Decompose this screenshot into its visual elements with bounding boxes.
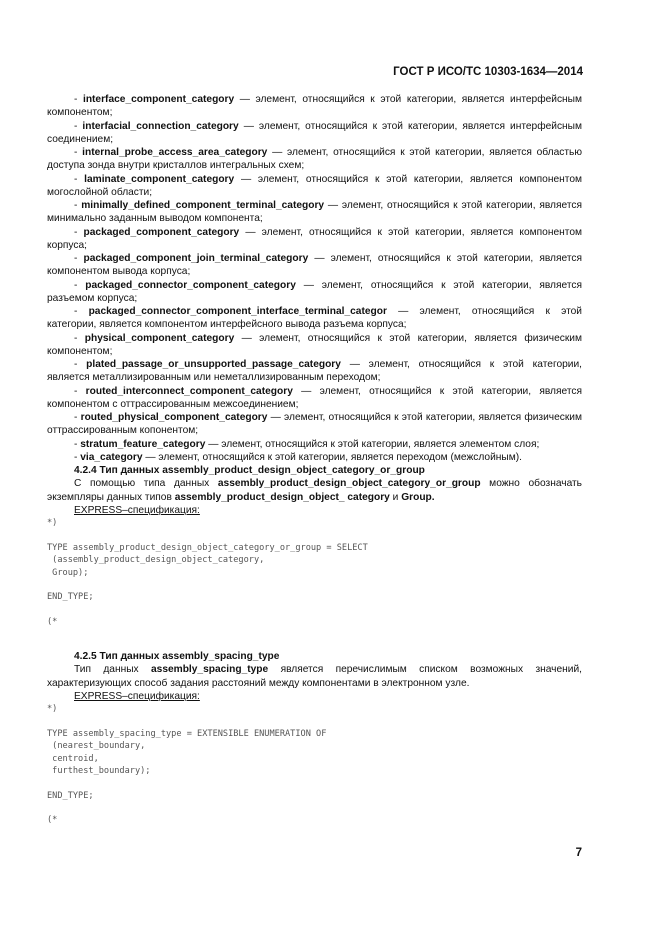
page-number: 7: [575, 847, 582, 859]
document-header: ГОСТ Р ИСО/ТС 10303-1634—2014: [393, 66, 583, 78]
category-description: — элемент, относящийся к этой категории, является переходом (межслойным).: [142, 451, 522, 463]
list-item: - packaged_component_category — элемент, относящийся к этой категории, является компонентом корпуса;: [47, 226, 582, 251]
category-term: interface_component_category: [82, 94, 235, 105]
category-description: — элемент, относящийся к этой категории, является компонентом с оттрассированным межсоединением;: [47, 385, 582, 410]
category-description: — элемент, относящийся к этой категории, является интерфейсным компонентом;: [47, 94, 582, 119]
list-item: - internal_probe_access_area_category — элемент, относящийся к этой категории, является областью доступа зонда внутри кристаллов интегральных схем;: [47, 147, 582, 172]
category-description: — элемент, относящийся к этой категории, является интерфейсным соединением;: [47, 120, 582, 145]
list-item: - routed_physical_component_category — элемент, относящийся к этой категории, является физическим оттрассированным копонентом;: [47, 412, 582, 437]
list-item: - minimally_defined_component_terminal_category — элемент, относящийся к этой категории, является минимально заданным выводом компонента;: [47, 200, 582, 225]
list-item: - plated_passage_or_unsupported_passage_category — элемент, относящийся к этой категории, является металлизированным или неметаллизированным переходом;: [47, 359, 582, 384]
code-type-declaration: TYPE assembly_product_design_object_category_or_group = SELECT (assembly_product_design_object_category, Group);: [47, 542, 368, 578]
category-term: packaged_component_category: [83, 226, 240, 238]
section-4-2-5-paragraph: Тип данных assembly_spacing_type является перечислимым списком возможных значений, характеризующих способ задания расстояний между компонентами в электронном узле.: [47, 664, 582, 689]
category-description: — элемент, относящийся к этой категории, является областью доступа зонда внутри кристаллов интегральных схем;: [47, 147, 582, 172]
category-term: via_category: [80, 451, 143, 463]
section-heading-4-2-4: 4.2.4 Тип данных assembly_product_design_object_category_or_group: [74, 465, 425, 476]
list-item: - physical_component_category — элемент, относящийся к этой категории, является физическим компонентом;: [47, 332, 582, 357]
category-description: — элемент, относящийся к этой категории, является металлизированным или неметаллизированным переходом;: [47, 359, 582, 384]
list-item: - packaged_connector_component_interface_terminal_categor — элемент, относящийся к этой категории, является компонентом интерфейсного вывода разъема корпуса;: [47, 306, 582, 331]
type-ref: Group.: [401, 491, 435, 503]
category-term: stratum_feature_category: [80, 438, 206, 450]
category-list: [47, 93, 582, 464]
list-item: - interface_component_category — элемент, относящийся к этой категории, является интерфейсным компонентом;: [47, 94, 582, 119]
code-type-declaration: TYPE assembly_spacing_type = EXTENSIBLE ENUMERATION OF (nearest_boundary, centroid, furthest_boundary);: [47, 728, 327, 776]
category-description: — элемент, относящийся к этой категории, является элементом слоя;: [205, 438, 540, 450]
category-term: routed_physical_component_category: [80, 412, 268, 423]
category-description: — элемент, относящийся к этой категории, является разъемом корпуса;: [47, 279, 582, 304]
category-term: laminate_component_category: [84, 173, 235, 185]
type-ref: assembly_product_design_object_ category: [174, 491, 390, 503]
list-item: - packaged_component_join_terminal_category — элемент, относящийся к этой категории, является компонентом вывода корпуса;: [47, 253, 582, 278]
category-term: packaged_connector_component_interface_terminal_categor: [88, 306, 387, 317]
list-item: - interfacial_connection_category — элемент, относящийся к этой категории, является интерфейсным соединением;: [47, 120, 582, 145]
category-description: — элемент, относящийся к этой категории, является физическим оттрассированным копонентом;: [47, 412, 582, 437]
category-description: — элемент, относящийся к этой категории, является физическим компонентом;: [47, 332, 582, 357]
list-item: - routed_interconnect_component_category — элемент, относящийся к этой категории, является компонентом с оттрассированным межсоединением;: [47, 385, 582, 410]
express-spec-label: EXPRESS–спецификация:: [74, 690, 200, 702]
category-term: plated_passage_or_unsupported_passage_category: [86, 359, 341, 370]
list-item: - stratum_feature_category — элемент, относящийся к этой категории, является элементом слоя;: [74, 438, 540, 450]
code-comment-close: (*: [47, 616, 58, 627]
category-description: — элемент, относящийся к этой категории, является минимально заданным выводом компонента;: [47, 200, 582, 225]
category-term: routed_interconnect_component_category: [85, 385, 293, 397]
document-body: [47, 93, 582, 827]
list-item: - via_category — элемент, относящийся к этой категории, является переходом (межслойным).: [74, 451, 522, 463]
code-comment-open: *): [47, 704, 58, 714]
code-comment-open: *): [47, 518, 58, 528]
category-description: — элемент, относящийся к этой категории, является компонентом могослойной области;: [47, 173, 582, 198]
code-end-type: END_TYPE;: [47, 592, 94, 602]
category-description: — элемент, относящийся к этой категории, является компонентом интерфейсного вывода разъема корпуса;: [47, 306, 582, 331]
code-end-type: END_TYPE;: [47, 790, 94, 801]
category-term: packaged_connector_component_category: [85, 279, 296, 291]
category-term: internal_probe_access_area_category: [82, 147, 268, 158]
category-term: physical_component_category: [84, 332, 235, 344]
list-item: - packaged_connector_component_category — элемент, относящийся к этой категории, является разъемом корпуса;: [47, 279, 582, 304]
category-term: packaged_component_join_terminal_category: [83, 253, 309, 264]
code-comment-close: (*: [47, 815, 58, 825]
category-term: minimally_defined_component_terminal_category: [81, 200, 325, 211]
type-name: assembly_spacing_type: [150, 664, 269, 676]
express-spec-label: EXPRESS–спецификация:: [74, 504, 200, 516]
type-name: assembly_product_design_object_category_or_group: [217, 478, 481, 490]
category-description: — элемент, относящийся к этой категории, является компонентом вывода корпуса;: [47, 253, 582, 278]
list-item: - laminate_component_category — элемент, относящийся к этой категории, является компонентом могослойной области;: [47, 173, 582, 198]
section-4-2-4-paragraph: С помощью типа данных assembly_product_design_object_category_or_group можно обозначать экземпляры данных типов assembly_product_design_object_ category и Group.: [47, 478, 582, 503]
section-heading-4-2-5: 4.2.5 Тип данных assembly_spacing_type: [74, 651, 280, 662]
category-term: interfacial_connection_category: [82, 120, 239, 132]
category-description: — элемент, относящийся к этой категории, является компонентом корпуса;: [47, 226, 582, 251]
